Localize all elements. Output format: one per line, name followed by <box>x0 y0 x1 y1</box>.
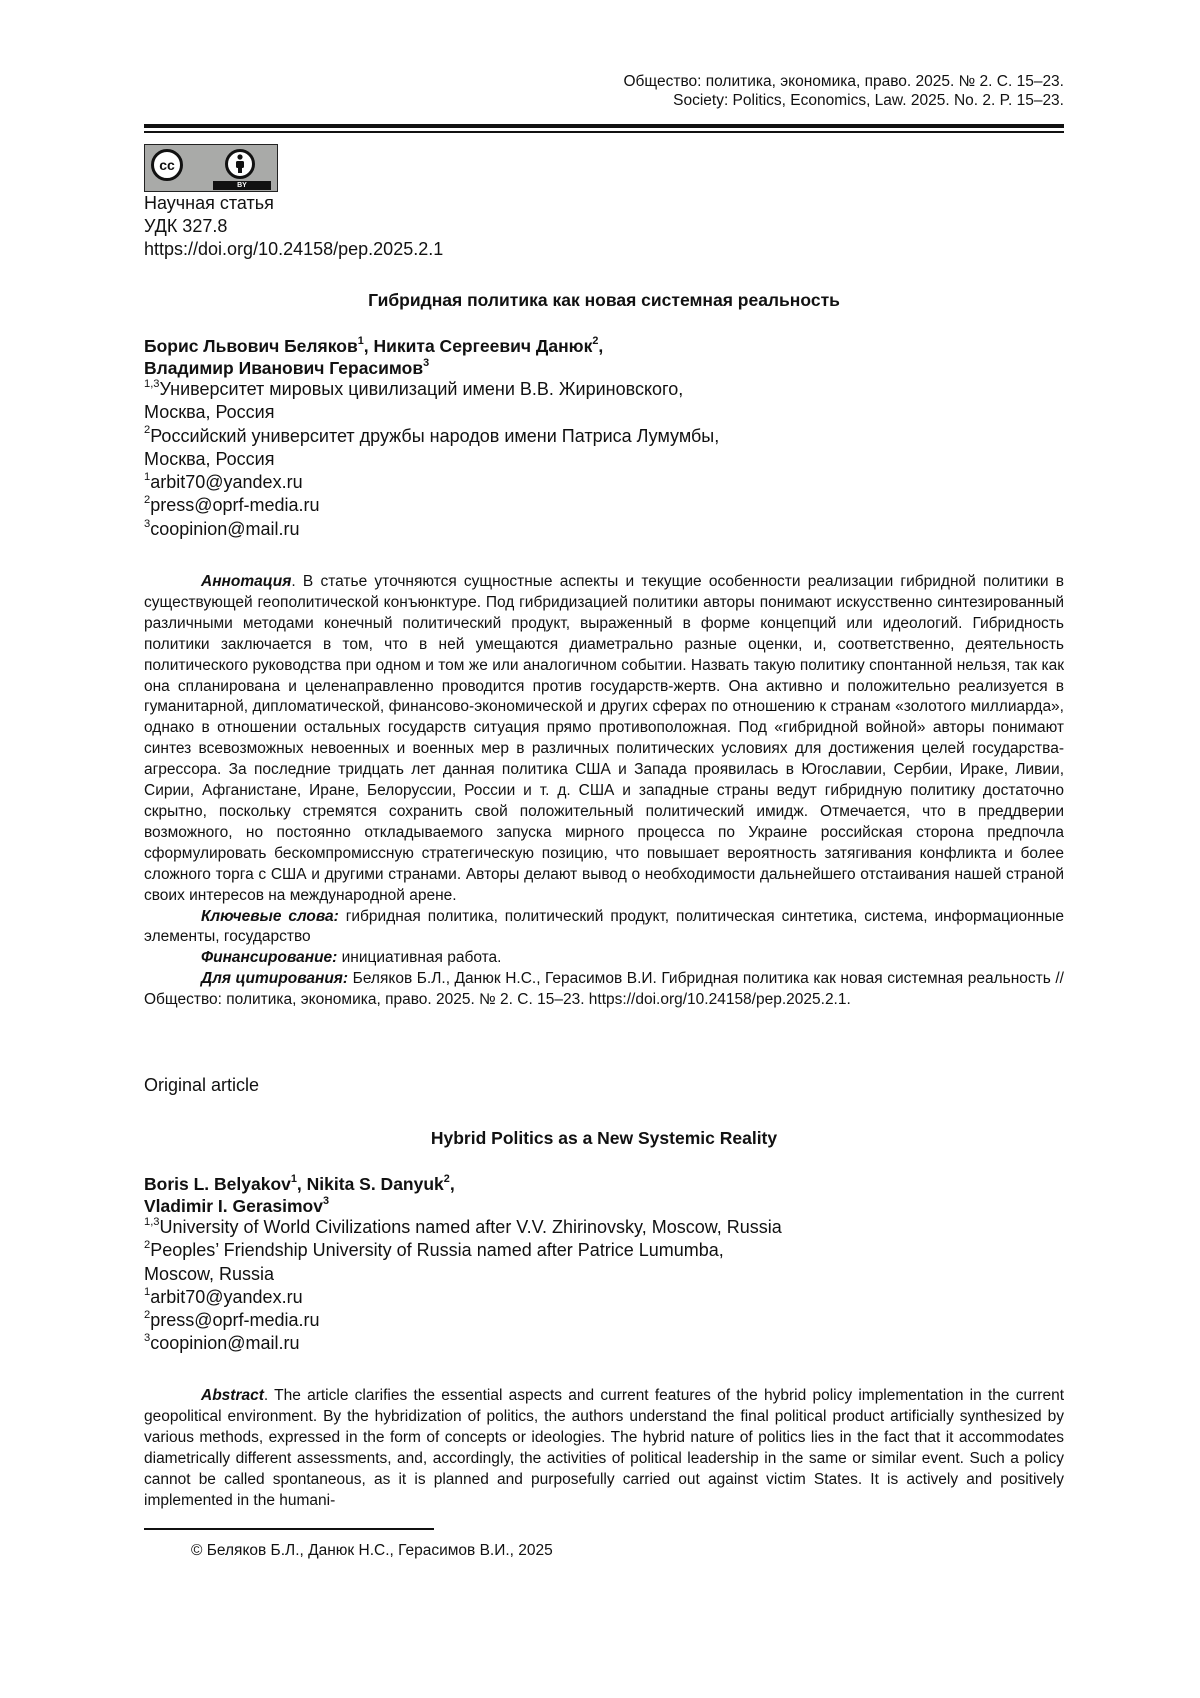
author-name: Борис Львович Беляков <box>144 336 358 356</box>
person-icon <box>228 152 252 176</box>
email-line: $^2$press@oprf-media.ru <box>144 1309 320 1331</box>
funding-label-ru: Финансирование: <box>201 949 338 967</box>
email-line: $^1$arbit70@yandex.ru <box>144 471 303 493</box>
author-name: Vladimir I. Gerasimov <box>144 1196 323 1216</box>
affiliations-en <box>144 1216 782 1356</box>
keywords-label-ru: Ключевые слова: <box>201 907 339 925</box>
abstract-paragraph-en <box>144 1386 1064 1511</box>
affiliation-line: $^{1,3}$Университет мировых цивилизаций имени В.В. Жириновского, <box>144 377 684 399</box>
author-sup: 3 <box>423 357 430 370</box>
email-line: $^1$arbit70@yandex.ru <box>144 1285 303 1307</box>
copyright-footnote: © Беляков Б.Л., Данюк Н.С., Герасимов В.И., 2025 <box>191 1542 553 1559</box>
cc-by-license-badge[interactable] <box>144 144 278 192</box>
citation-paragraph-ru <box>144 969 1064 1011</box>
email-line: $^2$press@oprf-media.ru <box>144 494 320 516</box>
abstract-text-ru: . В статье уточняются сущностные аспекты и текущие особенности реализации гибридной политики в существующей геополитической конъюнктуре. Под гибридизацией политики авторы понимают искусственно синтезированный различными методами конечный политический продукт, выраженный в форме концепций или идеологий. Гибридность политики заключается в том, что в ней умещаются диаметрально разные оценки, и, соответственно, деятельность политического руководства при одном и том же или аналогичном событии. Назвать такую политику спонтанной нельзя, так как она спланирована и целенаправленно проводится против государств-жертв. Она активно и положительно реализуется в гуманитарной, дипломатической, финансово-экономической и других сферах по отношению к странам «золотого миллиарда», однако в отношении остальных государств ситуация прямо противоположная. Под «гибридной войной» авторы понимают синтез всевозможных невоенных и военных мер в различных политических условиях для достижения целей государства-агрессора. За последние тридцать лет данная политика США и Запада проявилась в Югославии, Сербии, Ираке, Ливии, Сирии, Афганистане, Иране, Белоруссии, России и т. д. США и западные страны ведут гибридную политику достаточно скрытно, поскольку стремятся сохранить свой положительный политический имидж. Отмечается, что в преддверии возможного, но постоянно откладываемого запуска мирного процесса по Украине российская сторона предпочла сформулировать бескомпромиссную стратегическую позицию, что повышает вероятность затягивания конфликта и более сложного торга с США и другими странами. Авторы делают вывод о необходимости дальнейшего отстаивания нашей страной своих интересов на международной арене. <box>144 573 1064 904</box>
author-separator: , <box>363 336 374 356</box>
journal-citation-ru: Общество: политика, экономика, право. 2025. № 2. С. 15–23. <box>623 73 1064 90</box>
author-sup: 1 <box>357 335 364 348</box>
article-meta-ru <box>144 192 443 261</box>
citation-label-ru: Для цитирования: <box>201 970 349 988</box>
abstract-label-ru: Аннотация <box>201 573 292 590</box>
by-label: BY <box>213 181 271 190</box>
author-sup: 1 <box>290 1173 297 1186</box>
abstract-en <box>144 1386 1064 1511</box>
keywords-paragraph-ru <box>144 907 1064 949</box>
affiliation-line: Москва, Россия <box>144 402 275 423</box>
authors-en <box>144 1173 455 1217</box>
doi-link[interactable]: https://doi.org/10.24158/pep.2025.2.1 <box>144 239 444 259</box>
udc-code: УДК 327.8 <box>144 216 228 236</box>
article-title-ru: Гибридная политика как новая системная реальность <box>368 290 840 310</box>
author-name: Boris L. Belyakov <box>144 1174 291 1194</box>
affiliation-line: Moscow, Russia <box>144 1263 275 1284</box>
article-type-ru: Научная статья <box>144 193 274 213</box>
affiliation-line: $^2$Peoples’ Friendship University of Russia named after Patrice Lumumba, <box>144 1239 724 1261</box>
footnote-rule <box>144 1528 434 1530</box>
abstract-label-en: Abstract <box>201 1387 264 1404</box>
author-separator: , <box>296 1174 307 1194</box>
author-separator: , <box>449 1174 455 1194</box>
author-name: Никита Сергеевич Данюк <box>373 336 593 356</box>
author-separator: , <box>598 336 604 356</box>
journal-citation-en: Society: Politics, Economics, Law. 2025. No. 2. P. 15–23. <box>673 92 1064 109</box>
affiliation-line: Москва, Россия <box>144 448 275 469</box>
affiliations-ru <box>144 378 719 541</box>
journal-header <box>623 72 1064 110</box>
author-sup: 2 <box>592 335 599 348</box>
author-sup: 3 <box>322 1195 329 1208</box>
author-name: Nikita S. Danyuk <box>306 1174 444 1194</box>
attribution-person-icon <box>225 149 255 179</box>
article-type-en: Original article <box>144 1075 260 1095</box>
abstract-text-en: . The article clarifies the essential aspects and current features of the hybrid policy implementation in the current geopolitical environment. By the hybridization of politics, the authors understand the final political product artificially synthesized by various methods, expressed in the form of concepts or ideologies. The hybrid nature of politics lies in the fact that it accommodates diametrically different assessments, and, accordingly, the activities of political leadership in the same or similar event. Such a policy cannot be called spontaneous, as it is planned and purposefully carried out against victim States. It is actively and positively implemented in the humani- <box>144 1387 1064 1509</box>
affiliation-line: $^{1,3}$University of World Civilizations named after V.V. Zhirinovsky, Moscow, Russia <box>144 1215 782 1237</box>
header-rule-thick <box>144 124 1064 128</box>
citation-text-ru: Беляков Б.Л., Данюк Н.С., Герасимов В.И. Гибридная политика как новая системная реальность // Общество: политика, экономика, право. 2025. № 2. С. 15–23. https://doi.org/10.24158/pep.2025.2.1. <box>144 970 1064 1009</box>
funding-paragraph-ru <box>144 948 1064 969</box>
cc-icon: cc <box>151 149 183 181</box>
keywords-text-ru: гибридная политика, политический продукт, политическая синтетика, система, информационные элементы, государство <box>144 907 1064 946</box>
article-title-en: Hybrid Politics as a New Systemic Reality <box>430 1128 778 1148</box>
author-name: Владимир Иванович Герасимов <box>144 358 424 378</box>
abstract-paragraph-ru <box>144 572 1064 907</box>
funding-text-ru: инициативная работа. <box>337 949 502 967</box>
author-sup: 2 <box>443 1173 450 1186</box>
email-line: $^3$coopinion@mail.ru <box>144 1332 300 1354</box>
header-rule-thin <box>144 131 1064 133</box>
email-line: $^3$coopinion@mail.ru <box>144 517 300 539</box>
authors-ru <box>144 335 603 379</box>
abstract-ru <box>144 572 1064 1011</box>
affiliation-line: $^2$Российский университет дружбы народов имени Патриса Лумумбы, <box>144 424 720 446</box>
